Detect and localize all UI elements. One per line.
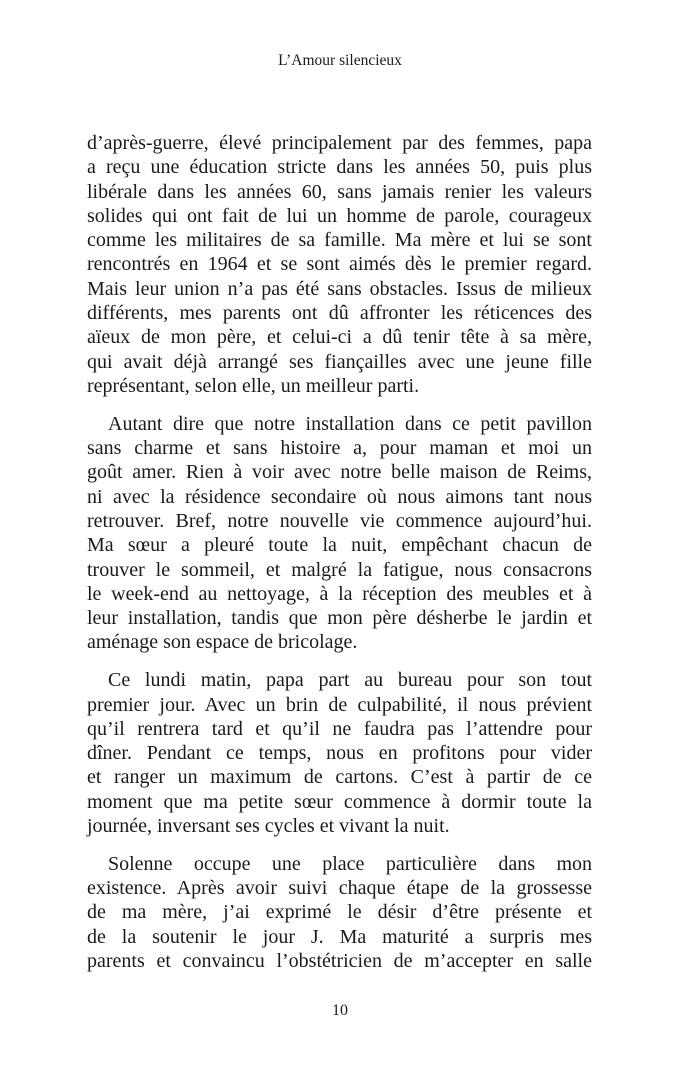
text-line: différents, mes parents ont dû affronter les réticences des [87,302,592,325]
page-number: 10 [332,1002,348,1019]
text-line: moment que ma petite sœur commence à dormir toute la [87,790,592,813]
text-line: de ma mère, j’ai exprimé le désir d’être présente et [87,901,592,924]
text-line: rencontrés en 1964 et se sont aimés dès le premier regard. [87,253,592,276]
text-line: Mais leur union n’a pas été sans obstacles. Issus de milieux [87,277,592,300]
paragraph [87,412,592,655]
text-line: comme les militaires de sa famille. Ma mère et lui se sont [87,229,592,252]
text-line: aïeux de mon père, et celui-ci a dû tenir tête à sa mère, [87,326,592,349]
text-line: retrouver. Bref, notre nouvelle vie commence aujourd’hui. [87,509,592,532]
text-line: d’après-guerre, élevé principalement par des femmes, papa [87,132,592,154]
text-line: Ma sœur a pleuré toute la nuit, empêchant chacun de [87,534,592,557]
text-line: libérale dans les années 60, sans jamais renier les valeurs [87,180,592,203]
text-line: Ce lundi matin, papa part au bureau pour son tout [108,669,592,692]
text-line: aménage son espace de bricolage. [87,631,358,654]
text-line: parents et convaincu l’obstétricien de m’accepter en salle [87,950,592,972]
text-line: le week-end au nettoyage, à la réception des meubles et à [87,582,592,605]
text-line: goût amer. Rien à voir avec notre belle maison de Reims, [87,461,592,484]
text-line: solides qui ont fait de lui un homme de parole, courageux [87,204,592,227]
text-line: trouver le sommeil, et malgré la fatigue, nous consacrons [87,558,592,581]
text-line: dîner. Pendant ce temps, nous en profitons pour vider [87,742,592,765]
body-text [87,131,592,987]
text-line: représentant, selon elle, un meilleur parti. [87,374,420,397]
text-line: et ranger un maximum de cartons. C’est à partir de ce [87,766,592,789]
text-line: qui avait déjà arrangé ses fiançailles avec une jeune fille [87,350,592,373]
paragraph [87,131,592,398]
text-line: Autant dire que notre installation dans ce petit pavillon [108,412,592,435]
text-line: leur installation, tandis que mon père désherbe le jardin et [87,607,592,630]
paragraph [87,852,592,973]
text-line: existence. Après avoir suivi chaque étape de la grossesse [87,877,592,900]
text-line: a reçu une éducation stricte dans les années 50, puis plus [87,156,592,179]
text-line: ni avec la résidence secondaire où nous aimons tant nous [87,485,592,508]
text-line: journée, inversant ses cycles et vivant la nuit. [87,815,450,838]
text-line: de la soutenir le jour J. Ma maturité a surpris mes [87,925,592,948]
paragraph [87,668,592,838]
running-header: L’Amour silencieux [278,52,402,69]
text-line: sans charme et sans histoire a, pour maman et moi un [87,437,592,460]
text-line: premier jour. Avec un brin de culpabilité, il nous prévient [87,693,592,716]
text-line: qu’il rentrera tard et qu’il ne faudra pas l’attendre pour [87,717,592,740]
text-line: Solenne occupe une place particulière dans mon [108,852,592,875]
